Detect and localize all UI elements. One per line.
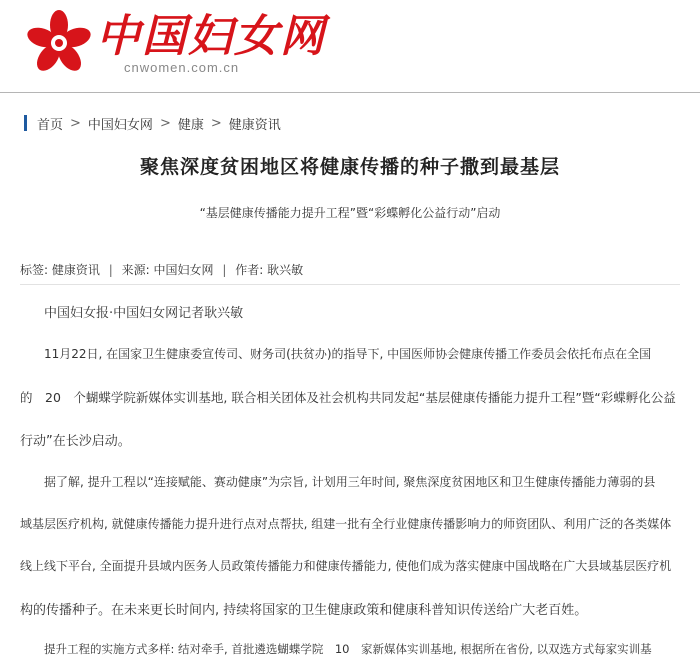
site-domain: cnwomen.com.cn — [124, 60, 240, 75]
article-line: 的 20 个蝴蝶学院新媒体实训基地, 联合相关团体及社会机构共同发起“基层健康传播能力提升工程”暨“彩蝶孵化公益 — [20, 390, 676, 405]
author-value: 耿兴敏 — [267, 263, 304, 277]
breadcrumb-separator: > — [159, 115, 171, 131]
article-line: 构的传播种子。在未来更长时间内, 持续将国家的卫生健康政策和健康科普知识传送给广大老百姓。 — [20, 603, 588, 618]
breadcrumb-health[interactable]: 健康 — [177, 117, 204, 133]
article-title: 聚焦深度贫困地区将健康传播的种子撒到最基层 — [139, 156, 560, 178]
logo-emblem-icon — [24, 8, 94, 78]
site-logo[interactable] — [24, 8, 326, 78]
article-line: 据了解, 提升工程以“连接赋能、赛动健康”为宗旨, 计划用三年时间, 聚焦深度贫困地区和卫生健康传播能力薄弱的县 — [44, 475, 656, 489]
breadcrumb — [24, 112, 281, 134]
meta-separator: | — [222, 263, 227, 277]
tag-link[interactable]: 健康资讯 — [51, 263, 100, 277]
breadcrumb-separator: > — [70, 115, 81, 131]
meta-separator: | — [108, 263, 113, 277]
article-line: 11月22日, 在国家卫生健康委宣传司、财务司(扶贫办)的指导下, 中国医师协会健康传播工作委员会依托布点在全国 — [44, 347, 652, 361]
article-line: 提升工程的实施方式多样: 结对牵手, 首批遴选蝴蝶学院 10 家新媒体实训基地, 根据所在省份, 以双选方式每家实训基 — [44, 642, 652, 656]
breadcrumb-marker — [24, 115, 27, 131]
article-meta — [20, 261, 303, 278]
site-header — [0, 0, 700, 90]
breadcrumb-separator: > — [210, 115, 222, 131]
breadcrumb-site[interactable]: 中国妇女网 — [87, 117, 153, 133]
tag-label: 标签: — [20, 263, 49, 277]
article-subtitle: “基层健康传播能力提升工程”暨“彩蝶孵化公益行动”启动 — [199, 206, 501, 220]
header-divider — [0, 92, 700, 93]
article-byline: 中国妇女报·中国妇女网记者耿兴敏 — [44, 306, 244, 321]
source-value: 中国妇女网 — [153, 263, 214, 277]
article-line: 行动”在长沙启动。 — [20, 434, 131, 449]
breadcrumb-health-news[interactable]: 健康资讯 — [228, 117, 281, 133]
article-line: 域基层医疗机构, 就健康传播能力提升进行点对点帮扶, 组建一批有全行业健康传播影响力的师资团队、利用广泛的各类媒体 — [20, 517, 672, 531]
article-line: 线上线下平台, 全面提升县域内医务人员政策传播能力和健康传播能力, 使他们成为落实健康中国战略在广大县域基层医疗机 — [20, 559, 672, 573]
source-label: 来源: — [121, 263, 150, 277]
breadcrumb-home[interactable]: 首页 — [37, 117, 64, 133]
meta-divider — [20, 284, 680, 285]
author-label: 作者: — [235, 263, 264, 277]
logo-wordmark: 中国妇女网 — [96, 11, 326, 62]
